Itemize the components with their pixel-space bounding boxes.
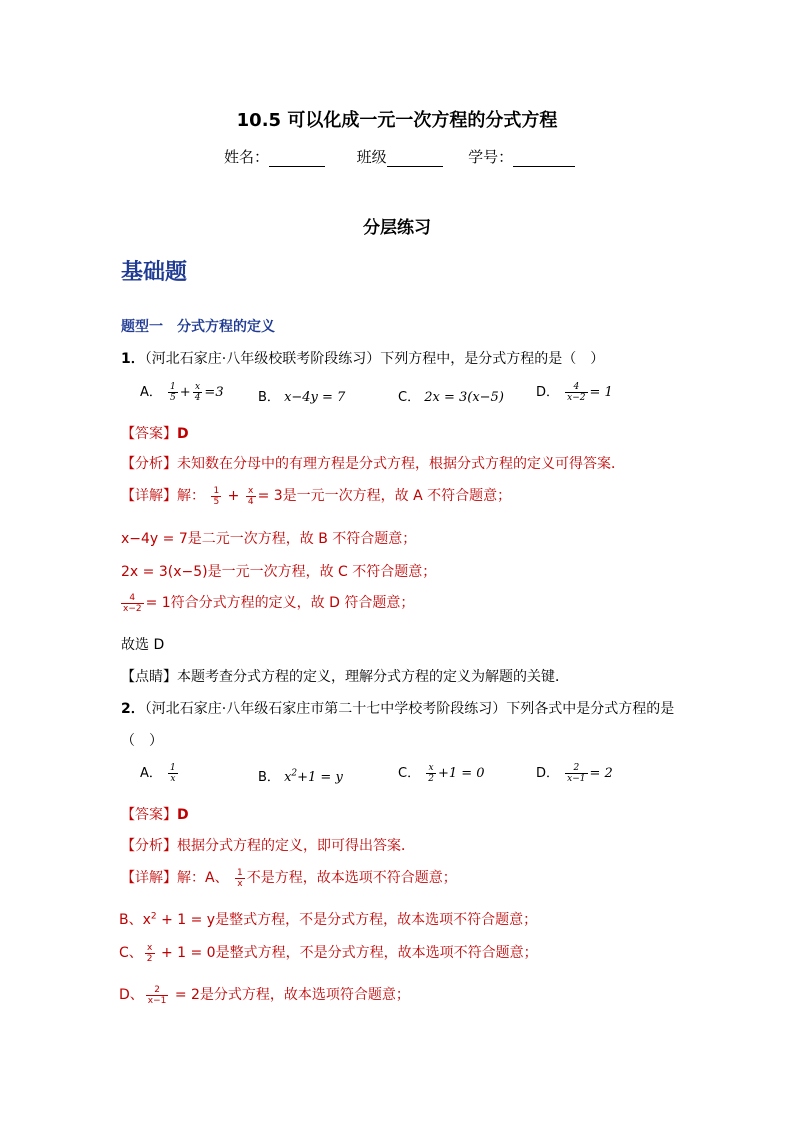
q2-answer: 【答案】D — [121, 807, 189, 823]
number-label: 学号： — [468, 148, 514, 166]
q2-option-d: D． $\frac{2}{x-1}$ = 2 — [536, 763, 613, 784]
q1-option-a: A． $\frac{1}{5}$ + $\frac{x}{4}$ =3 — [140, 382, 224, 403]
q1-option-b: B． x−4y = 7 — [258, 390, 346, 405]
q1-detail-3: 2x = 3(x−5)是一元一次方程，故 C 不符合题意； — [121, 564, 437, 580]
question-number: 1． — [121, 351, 145, 367]
name-blank[interactable] — [269, 152, 325, 167]
name-label: 姓名： — [224, 148, 270, 166]
question-2-stem-cont: （ ） — [121, 733, 163, 749]
q2-option-b: B． $x^2+1 = y$ — [258, 768, 343, 785]
q2-detail-4: D、 $\frac{2}{x-1}$ = 2是分式方程，故本选项符合题意； — [119, 984, 410, 1006]
student-info-row — [224, 146, 575, 167]
q2-detail-1: 【详解】解：A、 $\frac{1}{x}$ 不是方程，故本选项不符合题意； — [121, 867, 457, 889]
page-title: 10.5 可以化成一元一次方程的分式方程 — [236, 110, 558, 131]
question-2-stem: 2．（河北石家庄·八年级石家庄市第二十七中学校考阶段练习）下列各式中是分式方程的是 — [121, 701, 675, 717]
q2-option-c: C． $\frac{x}{2}$ +1 = 0 — [398, 763, 485, 784]
q1-option-c: C． 2x = 3(x−5) — [398, 390, 504, 405]
q1-option-d: D． $\frac{4}{x-2}$ = 1 — [536, 382, 613, 403]
q1-detail-1: 【详解】解： $\frac{1}{5}$ + $\frac{x}{4}$ = 3是一元一次方程，故 A 不符合题意； — [121, 485, 512, 507]
question-1-stem: 1．（河北石家庄·八年级校联考阶段练习）下列方程中，是分式方程的是（ ） — [121, 351, 605, 367]
q2-detail-2: B、$x^2 + 1 = y$是整式方程，不是分式方程，故本选项不符合题意； — [119, 911, 538, 928]
type-heading: 题型一 分式方程的定义 — [121, 319, 275, 335]
q2-detail-3: C、 $\frac{x}{2}$ + 1 = 0是整式方程，不是分式方程，故本选项不符合题意； — [119, 942, 538, 964]
q1-analysis: 【分析】未知数在分母中的有理方程是分式方程，根据分式方程的定义可得答案． — [121, 456, 625, 472]
q1-answer: 【答案】D — [121, 426, 189, 442]
category-heading: 基础题 — [121, 260, 188, 285]
number-blank[interactable] — [513, 152, 575, 167]
class-blank[interactable] — [387, 152, 443, 167]
q1-detail-2: x−4y = 7是二元一次方程，故 B 不符合题意； — [121, 531, 417, 547]
q1-point: 【点睛】本题考查分式方程的定义，理解分式方程的定义为解题的关键． — [121, 669, 569, 685]
q1-detail-4: $\frac{4}{x-2}$ = 1符合分式方程的定义，故 D 符合题意； — [123, 592, 415, 614]
section-title: 分层练习 — [363, 218, 431, 238]
q2-analysis: 【分析】根据分式方程的定义，即可得出答案． — [121, 838, 415, 854]
q1-choose: 故选 D — [121, 637, 165, 653]
q2-option-a: A． $\frac{1}{x}$ — [140, 763, 176, 784]
question-number: 2． — [121, 701, 145, 717]
class-label: 班级 — [356, 148, 387, 166]
